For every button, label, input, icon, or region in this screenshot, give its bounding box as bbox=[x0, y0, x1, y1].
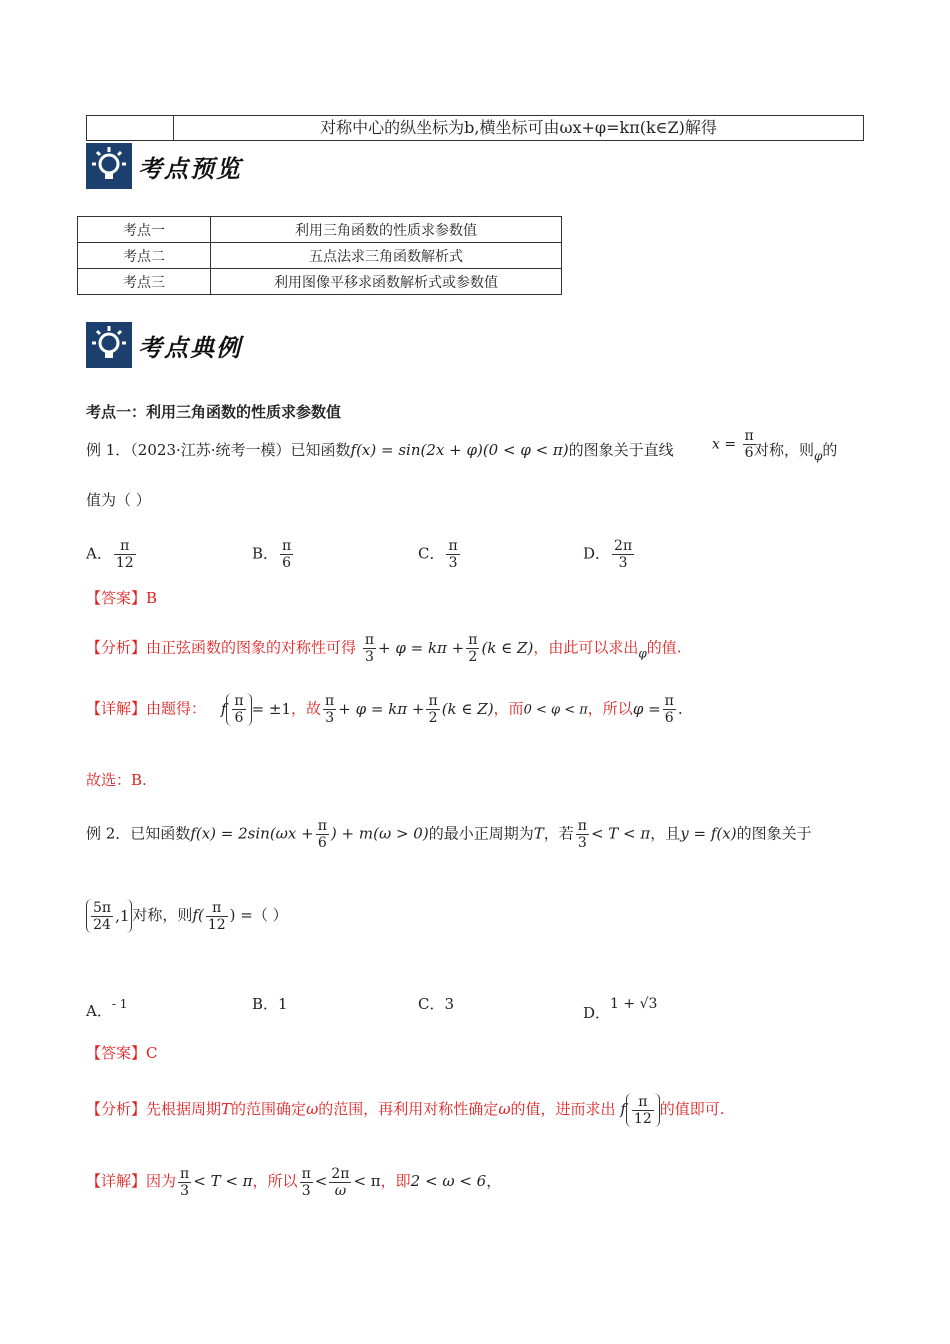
ex1-detail: 【详解】由题得： f $\frac{\pi}{6}$ = ±1，故 $\frac{\pi}{3}$ + φ = kπ + $\frac{\pi}{2}$ (k ∈ Z)，而0 < φ < π，所以φ = $\frac{\pi}{6}$ . bbox=[86, 693, 683, 726]
option-a: A． $\frac{\pi}{12}$ bbox=[86, 538, 134, 571]
section-heading: 考点一：利用三角函数的性质求参数值 bbox=[86, 403, 342, 421]
fraction: $\frac{\pi}{6}$ bbox=[317, 818, 327, 851]
ex1-analysis-formula: $\frac{\pi}{3}$ + φ = kπ + $\frac{\pi}{2}$ (k ∈ Z) bbox=[364, 632, 534, 665]
table-row bbox=[78, 243, 562, 269]
table-cell: 利用图像平移求函数解析式或参数值 bbox=[211, 269, 562, 295]
ex1-suffix-line bbox=[754, 440, 837, 466]
ex1-prefix: 例 1．（2023·江苏·统考一模）已知函数 bbox=[86, 441, 351, 459]
ex1-answer: 【答案】B bbox=[86, 589, 158, 607]
fraction: $\frac{\pi}{12}$ bbox=[115, 538, 134, 571]
ex1-line2: 值为（ ） bbox=[86, 491, 151, 509]
ex1-func: f(x) = sin(2x + φ)(0 < φ < π) bbox=[350, 441, 569, 459]
ex1-mid: 的图象关于直线 bbox=[568, 441, 674, 459]
top-table-text: 对称中心的纵坐标为b,横坐标可由ωx+φ=kπ(k∈Z)解得 bbox=[320, 118, 717, 137]
fraction: $\frac{5\pi}{24}$ bbox=[93, 900, 112, 934]
ex1-detail-eq1: f $\frac{\pi}{6}$ = ±1 bbox=[220, 693, 292, 726]
ex1-line: x = bbox=[712, 436, 737, 453]
fraction: $\frac{\pi}{3}$ bbox=[364, 632, 375, 665]
option-b: B． $\frac{\pi}{6}$ bbox=[252, 538, 292, 571]
option-d: D．1 + √3 bbox=[583, 996, 658, 1022]
table-cell: 考点二 bbox=[78, 243, 211, 269]
overview-table bbox=[77, 216, 562, 295]
table-cell: 考点三 bbox=[78, 269, 211, 295]
ex2-answer: 【答案】C bbox=[86, 1044, 158, 1062]
option-a: A．$^{- 1}$ bbox=[86, 997, 128, 1020]
lightbulb-icon bbox=[86, 322, 132, 368]
option-c: C．3 bbox=[418, 995, 455, 1013]
fraction: $\frac{\pi}{6}$ bbox=[234, 693, 244, 726]
table-row bbox=[78, 217, 562, 243]
fraction: $\frac{\pi}{3}$ bbox=[180, 1165, 190, 1199]
fraction: $\frac{\pi}{6}$ bbox=[744, 428, 754, 461]
top-table-empty-cell bbox=[87, 116, 174, 140]
ex1-analysis: 【分析】由正弦函数的图象的对称性可得 $\frac{\pi}{3}$ + φ = kπ + $\frac{\pi}{2}$ (k ∈ Z)，由此可以求出$_\varphi$的值. bbox=[86, 632, 682, 665]
banner-preview bbox=[86, 143, 326, 191]
ex1-line-eq bbox=[712, 428, 758, 461]
banner-title: 考点典例 bbox=[138, 333, 242, 362]
option-b: B．1 bbox=[252, 995, 288, 1013]
fraction: $\frac{\pi}{6}$ bbox=[282, 538, 292, 571]
table-cell: 考点一 bbox=[78, 217, 211, 243]
ex2-question-line2: $\frac{5\pi}{24}$ ,1 对称，则f( $\frac{\pi}{12}$ ) =（ ） bbox=[86, 898, 288, 933]
fraction: $\frac{\pi}{2}$ bbox=[468, 632, 478, 665]
ex1-suffix: 对称，则 bbox=[754, 441, 815, 459]
fraction: $\frac{\pi}{3}$ bbox=[577, 818, 587, 851]
table-cell: 五点法求三角函数解析式 bbox=[211, 243, 562, 269]
ex2-analysis: 【分析】先根据周期T的范围确定ω的范围，再利用对称性确定ω的值，进而求出 f $\frac{\pi}{12}$ 的值即可. bbox=[86, 1094, 725, 1128]
fraction: $\frac{2\pi}{3}$ bbox=[614, 538, 633, 571]
lightbulb-icon bbox=[86, 143, 132, 189]
ex1-choose: 故选：B. bbox=[86, 771, 147, 789]
ex2-detail: 【详解】因为 $\frac{\pi}{3}$ < T < π，所以 $\frac{\pi}{3}$ < $\frac{2\pi}{\omega}$ < π，即2 < ω < 6， bbox=[86, 1165, 502, 1199]
fraction: $\frac{\pi}{3}$ bbox=[448, 538, 458, 571]
f-pi-12: f $\frac{\pi}{12}$ bbox=[620, 1100, 659, 1118]
fraction: $\frac{\pi}{12}$ bbox=[207, 899, 226, 933]
banner-title: 考点预览 bbox=[138, 154, 242, 183]
option-d: D． $\frac{2\pi}{3}$ bbox=[583, 538, 633, 571]
ex1-question bbox=[86, 440, 674, 460]
ex1-de: 的 bbox=[822, 441, 838, 459]
banner-examples bbox=[86, 322, 326, 370]
phi-symbol: φ bbox=[814, 449, 823, 463]
ex1-detail-eq2: $\frac{\pi}{3}$ + φ = kπ + $\frac{\pi}{2}$ (k ∈ Z) bbox=[325, 693, 494, 726]
table-cell: 利用三角函数的性质求参数值 bbox=[211, 217, 562, 243]
table-row bbox=[78, 269, 562, 295]
ex1-detail-eq3: φ = $\frac{\pi}{6}$ . bbox=[632, 693, 683, 726]
option-c: C． $\frac{\pi}{3}$ bbox=[418, 538, 458, 571]
ex2-question: 例 2．已知函数f(x) = 2sin(ωx + $\frac{\pi}{6}$ ) + m(ω > 0)的最小正周期为T，若 $\frac{\pi}{3}$ < T < π，且y = f(x)的图象关于 bbox=[86, 818, 812, 851]
top-table bbox=[86, 115, 864, 141]
